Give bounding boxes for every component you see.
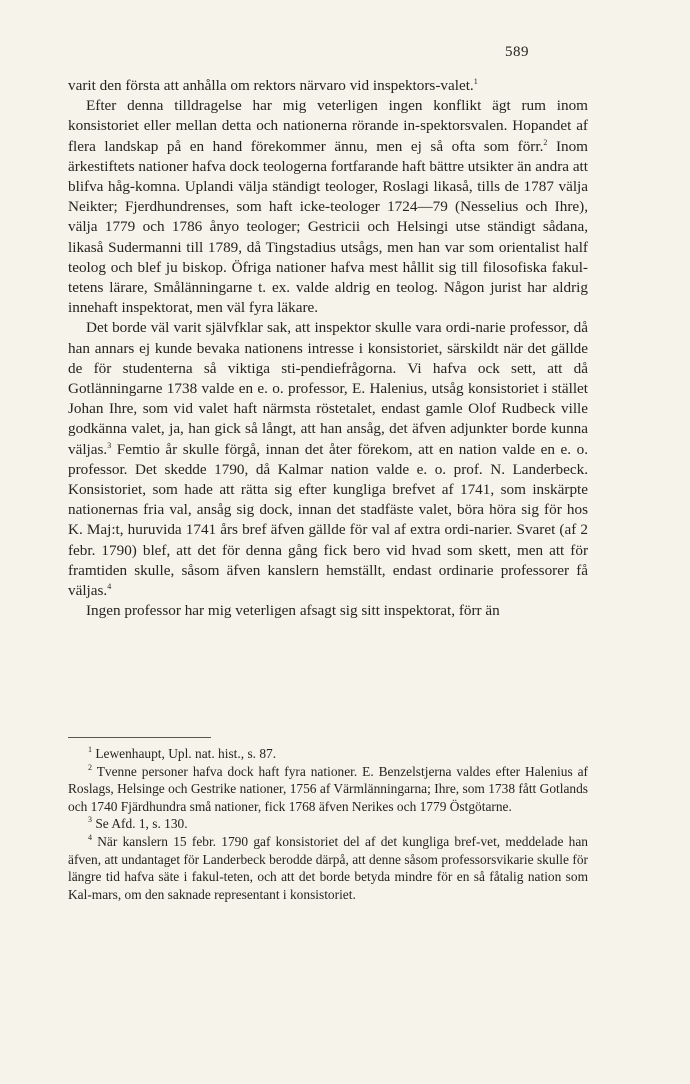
footnote-4 <box>68 833 588 903</box>
paragraph-4-text: Ingen professor har mig veterligen afsagt sig sitt inspektorat, förr än <box>86 602 500 620</box>
paragraph-3-text-b: Femtio år skulle förgå, innan det åter förekom, att en nation valde en e. o. professor. Det skedde 1790, då Kalmar nation valde e. o. prof. N. Landerbeck. Konsistoriet, som hade att rätta sig efter kungliga brefvet af 1741, som inskärpte nationernas fria val, ansåg sig dock, innan det stadfäste valet, böra höra sig för hos K. Maj:t, huruvida 1741 års bref äfven gällde för val af extra ordi-narier. Svaret (af 2 febr. 1790) blef, att det för denna gång fick bero vid hvad som skett, men att för framtiden skulle, såsom äfven kanslern hemställt, endast ordinarie professorer få väljas. <box>68 440 588 600</box>
paragraph-2 <box>68 96 588 318</box>
paragraph-4 <box>68 601 588 621</box>
paragraph-2-text-b: Inom ärkestiftets nationer hafva dock teologerna fortfarande haft bättre utsikter än andra att blifva håg-komna. Uplandi välja ständigt teologer, Roslagi likaså, tills de 1787 välja Neikter; Fjerdhundrenses, som haft icke-teologer 1724—79 (Nesselius och Ihre), välja 1779 och 1786 ånyo teologer; Gestricii och Helsingi utse ständigt sådana, likaså Sudermanni till 1789, då Tingstadius utsågs, men han var som orientalist half teolog och blef ju biskop. Öfriga nationer hafva mest hållit sig till filosofiska fakul-tetens lärare, Smålänningarne t. ex. valde aldrig en teolog. Någon jurist har aldrig innehaft inspektorat, men väl fyra läkare. <box>68 137 588 317</box>
footnote-mark-1: 1 <box>88 745 92 754</box>
footnote-mark-3: 3 <box>88 815 92 825</box>
paragraph-3-text-a: Det borde väl varit självfklar sak, att inspektor skulle vara ordi-narie professor, då han annars ej kunde bevaka nationens intresse i konsistoriet, särskildt när det gällde de för studenterna så viktiga sti-pendiefrågorna. Vi hafva ock sett, att då Gotlänningarne 1738 valde en e. o. professor, E. Halenius, utsåg konsistoriet i stället Johan Ihre, som vid valet haft närmsta röstetalet, endast gamle Olof Rudbeck ville godkänna valet, ja, han gick så långt, att han ansåg, det äfven adjunkter borde kunna väljas. <box>68 319 588 458</box>
footnote-3 <box>68 815 588 833</box>
paragraph-1 <box>68 76 588 96</box>
footnote-1-text: Lewenhaupt, Upl. nat. hist., s. 87. <box>92 746 277 761</box>
footnote-ref-3: 3 <box>107 440 112 450</box>
footnote-ref-4: 4 <box>107 582 112 592</box>
footnote-ref-1: 1 <box>473 77 478 86</box>
body-text <box>68 76 588 621</box>
footnote-1 <box>68 745 588 763</box>
paragraph-3 <box>68 318 588 601</box>
footnote-4-text: När kanslern 15 febr. 1790 gaf konsistoriet del af det kungliga bref-vet, meddelade han äfven, att undantaget för Landerbeck berodde därpå, att denne såsom professorsvikarie skulle för längre tid hafva säte i fakul-teten, och att det borde betyda mindre för en så fåtalig nation som Kal-mars, om den saknade representant i konsistoriet. <box>68 833 588 902</box>
footnote-2-text: Tvenne personer hafva dock haft fyra nationer. E. Benzelstjerna valdes efter Halenius af Roslags, Helsinge och Gestrike nationer, 1756 af Värmlänningarna; Ihre, som 1738 fått Gotlands och 1740 Fjärdhundra små nationer, fick 1768 äfven Nerikes och 1779 Östgötarne. <box>68 763 588 814</box>
footnote-divider <box>68 737 211 738</box>
page-number: 589 <box>505 44 529 60</box>
paragraph-2-text-a: Efter denna tilldragelse har mig veterligen ingen konflikt ägt rum inom konsistoriet eller mellan detta och nationerna rörande in-spektorsvalen. Hopandet af flera landskap på en hand förekommer ännu, men ej så ofta som förr. <box>68 97 588 155</box>
footnote-mark-2: 2 <box>88 762 92 772</box>
footnote-ref-2: 2 <box>543 137 548 147</box>
paragraph-1-text: varit den första att anhålla om rektors närvaro vid inspektors-valet. <box>68 77 474 94</box>
footnotes <box>68 745 588 903</box>
footnote-3-text: Se Afd. 1, s. 130. <box>92 816 188 832</box>
footnote-mark-4: 4 <box>88 832 92 842</box>
footnote-2 <box>68 763 588 816</box>
